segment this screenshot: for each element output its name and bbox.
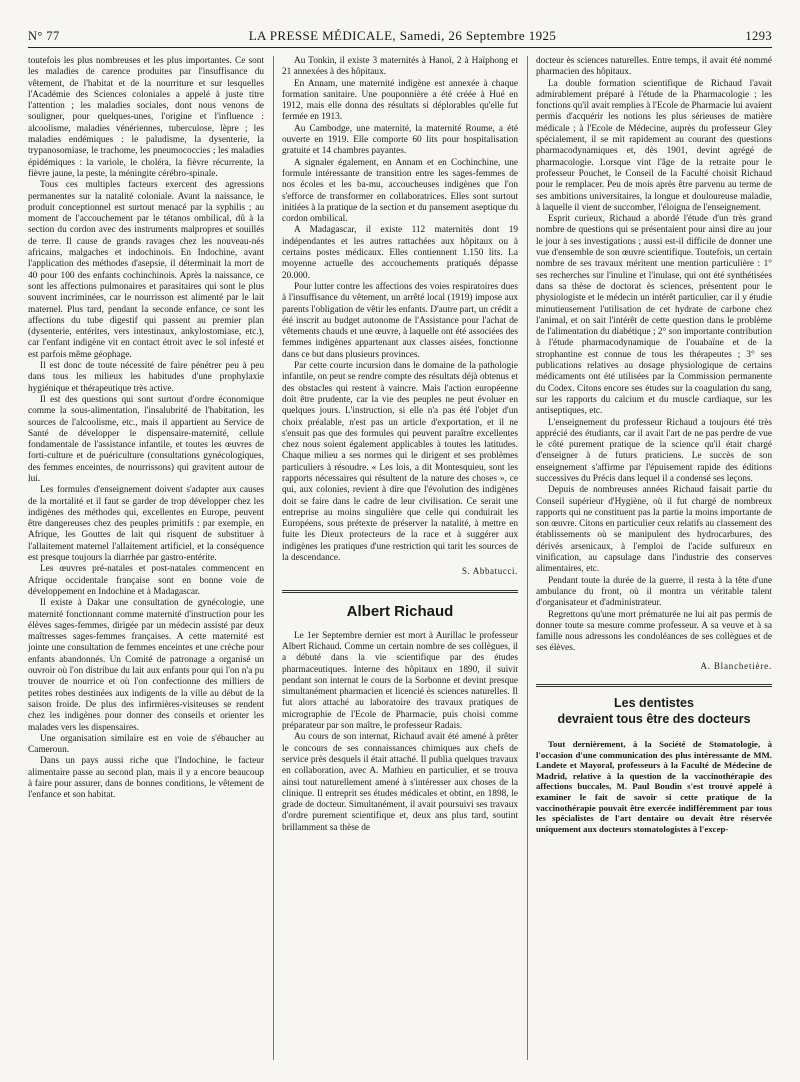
paragraph: Pendant toute la durée de la guerre, il resta à la tête d'une ambulance du front, où il montra un véritable talent d'organisateur et d'administrateur. (536, 575, 772, 609)
column-2 (282, 56, 518, 834)
paragraph: Tous ces multiples facteurs exercent des agressions permanentes sur la natalité coloniale. Avant la naissance, le produit conceptionnel est surtout menacé par la syphilis ; au moment de l'accouchement par le tétanos ombilical, dû à la section du cordon avec des instruments malpropres et souillés de terre. Il cause de grands ravages chez les nouveau-nés africains, malgaches et indochinois. En Indochine, avant l'application des méthodes d'asepsie, il déterminait la mort de 40 pour 100 des enfants cochinchinois. Après la naissance, ce sont les affections pulmonaires et parasitaires qui sont le plus souvent incriminées, car le nourrisson est alimenté par le lait maternel. Plus tard, pendant la seconde enfance, ce sont les affections du tube digestif qui passent au premier plan (dysenterie, entérites, vers intestinaux, ankylostomiase, etc.), car l'enfant indigène vit en contact étroit avec le sol infesté et est parfois même géophage. (28, 180, 264, 360)
paragraph: L'enseignement du professeur Richaud a toujours été très apprécié des étudiants, car il avait l'art de ne pas perdre de vue le côté purement pratique de la science qu'il était chargé d'enseigner à de futurs praticiens. Le succès de son enseignement s'affirme par l'épuisement rapide des éditions successives du Précis dans lequel il a condensé ses leçons. (536, 417, 772, 484)
paragraph: Au cours de son internat, Richaud avait été amené à prêter le concours de ses connaissances chimiques aux chefs de service près desquels il était attaché. Il publia quelques travaux en collaboration, avec A. Mathieu en particulier, et se trouva ainsi tout naturellement amené à s'intéresser aux choses de la clinique. Il entreprit ses études médicales et obtint, en 1898, le grade de docteur. Simultanément, il avait poursuivi ses travaux d'ordre purement scientifique et, deux ans plus tard, soutint brillamment sa thèse de (282, 732, 518, 833)
article-title-line: devraient tous être des docteurs (557, 712, 751, 727)
author-signature: S. Abbatucci. (461, 566, 518, 577)
paragraph: Regrettons qu'une mort prématurée ne lui ait pas permis de donner toute sa mesure comme professeur. A sa veuve et à sa famille nous adressons les condoléances de ses collègues et de ses élèves. (536, 609, 772, 654)
paragraph: Dans un pays aussi riche que l'Indochine, le facteur alimentaire passe au second plan, mais il y a encore beaucoup à faire pour assurer, dans de bonnes conditions, le vêtement de l'enfance et son habitat. (28, 756, 264, 801)
article-title (536, 695, 772, 727)
paragraph: A signaler également, en Annam et en Cochinchine, une formule intéressante de transition entre les sages-femmes de nos écoles et les ba-mu, accoucheuses indigènes que l'on s'efforce de transformer en collaboratrices. Elles sont surtout initiées à la pratique de la section et du pansement aseptique du cordon ombilical. (282, 157, 518, 225)
paragraph: Il est donc de toute nécessité de faire pénétrer peu à peu dans tous les milieux les habitudes d'une prophylaxie hygiénique et thérapeutique très active. (28, 361, 264, 394)
author-signature: A. Blanchetière. (700, 660, 772, 671)
article-lead (536, 739, 772, 834)
section-divider (536, 684, 772, 687)
paragraph: Il est des questions qui sont surtout d'ordre économique comme la sous-alimentation, l'insalubrité de l'habitation, les sources de l'alcoolisme, etc., mais il appartient au Service de Santé de développer le dispensaire-maternité, cellule fondamentale de l'assistance infantile, et toutes les œuvres de forti-culture et de puériculture (consultations gynécologiques, des femmes enceintes, de nourrissons) qui gravitent autour de lui. (28, 394, 264, 484)
header-rule (28, 47, 772, 48)
paragraph: Au Cambodge, une maternité, la maternité Roume, a été ouverte en 1919. Elle comporte 60 lits pour hospitalisation gratuite et 14 chambres payantes. (282, 123, 518, 157)
paragraph: Pour lutter contre les affections des voies respiratoires dues à l'insuffisance du vêtement, un arrêté local (1919) impose aux parents l'obligation de vêtir les enfants. D'autre part, un crédit a été inscrit au budget autonome de l'Assistance pour l'achat de vêtements chauds et une œuvre, à laquelle ont été associées des femmes indigènes appartenant aux classes aisées, fonctionne dans ce but dans plusieurs provinces. (282, 281, 518, 360)
paragraph: Une organisation similaire est en voie de s'ébaucher au Cameroun. (28, 733, 264, 756)
page-number: 1293 (745, 28, 772, 43)
obituary-title: Albert Richaud (346, 602, 454, 620)
column-1 (28, 56, 264, 802)
column-divider (527, 56, 528, 1060)
paragraph: A Madagascar, il existe 112 maternités dont 19 indépendantes et les autres rattachées aux hôpitaux ou à certains postes médicaux. Elles contiennent 1.150 lits. La moyenne actuelle des accouchements pratiqués dépasse 20.000. (282, 225, 518, 281)
column-3 (536, 56, 772, 834)
paragraph: Les œuvres pré-natales et post-natales commencent en Afrique occidentale française sont en bonne voie de développement en Indochine et à Madagascar. (28, 564, 264, 597)
paragraph: Au Tonkin, il existe 3 maternités à Hanoï, 2 à Haïphong et 21 annexées à des hôpitaux. (282, 56, 518, 78)
paragraph: Il existe à Dakar une consultation de gynécologie, une maternité fonctionnant comme maternité d'instruction pour les élèves sages-femmes, dirigée par un médecin assisté par deux maîtresses sages-femmes françaises. A cette maternité est jointe une consultation de femmes enceintes et une crèche pour enfants abandonnés. Un Comité de patronage a organisé un ouvroir où l'on distribue du lait aux enfants pour qui l'on n'a pu trouver de nourrice et où l'on confectionne des milliers de petites robes destinées aux indigents de la ville au début de la saison froide. De plus des infirmières-visiteuses se rendent chez les indigènes pour donner des conseils et orienter les malades vers les dispensaires. (28, 598, 264, 733)
column-divider (273, 56, 274, 1060)
paragraph: Depuis de nombreuses années Richaud faisait partie du Conseil supérieur d'Hygiène, où il fut chargé de nombreux rapports qui ne constituent pas la partie la moins importante de son œuvre. Citons en particulier ceux relatifs au classement des établissements où se manipulent des hydrocarbures, des dérivés arsenicaux, à l'emploi de l'acide sulfureux en vinification, au capsulage dans l'industrie des conserves alimentaires, etc. (536, 485, 772, 575)
page-header (28, 26, 772, 46)
paragraph: docteur ès sciences naturelles. Entre temps, il avait été nommé pharmacien des hôpitaux. (536, 56, 772, 78)
paragraph: Les formules d'enseignement doivent s'adapter aux causes de la mortalité et il faut se garder de trop développer chez les indigènes des méthodes qui, excellentes en Europe, peuvent être dangereuses chez des peuples primitifs : par exemple, en Afrique, les Gouttes de lait qui risquent de substituer à l'allaitement maternel l'allaitement artificiel, et la conséquence est presque toujours la diarrhée par gastro-entérite. (28, 485, 264, 564)
paragraph: Le 1er Septembre dernier est mort à Aurillac le professeur Albert Richaud. Comme un certain nombre de ses collègues, il a débuté dans la vie scientifique par des études pharmaceutiques. Interne des hôpitaux en 1890, il suivit pendant son internat le cours de la Sorbonne et devint presque simultanément pharmacien et licencié ès sciences naturelles. Il fut alors attaché au laboratoire des travaux pratiques de micrographie de l'Ecole de Pharmacie, puis choisi comme préparateur par son maître, le professeur Radais. (282, 630, 518, 732)
section-divider (282, 590, 518, 593)
paragraph: Tout dernièrement, à la Société de Stomatologie, à l'occasion d'une communication des plus intéressante de MM. Landete et Mayoral, professeurs à la Faculté de Médecine de Madrid, relative à la question de la vaccinothérapie des affections buccales, M. Paul Boudin s'est trouvé appelé à examiner le fait de savoir si cette pratique de la vaccinothérapie pouvait être exercée indifféremment par tous les spécialistes de l'art dentaire ou devait être réservée uniquement aux docteurs stomatologistes à l'excep- (536, 739, 772, 834)
journal-title: LA PRESSE MÉDICALE, Samedi, 26 Septembre 1925 (248, 28, 557, 43)
paragraph: La double formation scientifique de Richaud l'avait admirablement préparé à l'étude de la Pharmacologie ; les fonctions qu'il avait remplies à l'Ecole de Pharmacie lui avaient permis d'acquérir les notions les plus sérieuses de matière médicale ; à l'Ecole de Médecine, auprès du professeur Gley spécialement, il se mit rapidement au courant des questions pharmacodynamiques et, dès 1901, devint agrégé de pharmacologie. Lorsque vint l'âge de la retraite pour le professeur Pouchet, le Conseil de la Faculté choisit Richaud pour le remplacer. Peu de mois après être parvenu au terme de ses ambitions universitaires, la longue et douloureuse maladie, à laquelle il vient de succomber, l'éloigna de l'enseignement. (536, 78, 772, 213)
paragraph: En Annam, une maternité indigène est annexée à chaque formation sanitaire. Une pouponnière a été créée à Hué en 1912, mais elle donna des résultats si déplorables qu'elle fut fermée en 1913. (282, 78, 518, 123)
paragraph: Esprit curieux, Richaud a abordé l'étude d'un très grand nombre de questions qui se présentaient pour ainsi dire au jour le jour à ses investigations ; aussi est-il difficile de donner une vue d'ensemble de son œuvre scientifique. Toutefois, un certain nombre de ses travaux méritent une mention particulière : 1° ses recherches sur l'inuline et l'inulase, qui ont été synthétisées dans sa thèse de doctorat ès sciences, présentent pour le physiologiste et le médecin un intérêt particulier, car il y étudie minutieusement l'utilisation de cet hydrate de carbone chez l'animal, et on sait l'intérêt de cette question dans le problème de l'alimentation du diabétique ; 2° son importante contribution à l'étude pharmacodynamique de l'ouabaïne et de la strophantine est connue de tous les thérapeutes ; 3° ses publications relatives au dosage physiologique de certains médicaments ont été utilisées par la Commission permanente du Codex. Citons encore ses études sur la coagulation du sang, sur les rapports du calcium et du muscle cardiaque, sur les antiseptiques, etc. (536, 214, 772, 417)
issue-number: N° 77 (28, 28, 60, 43)
article-title-line: Les dentistes (614, 696, 694, 711)
paragraph: Par cette courte incursion dans le domaine de la pathologie infantile, on peut se rendre compte des résultats déjà obtenus et des obstacles qui restent à vaincre. Mais l'action européenne doit être prudente, car la vie des peuples ne peut évoluer en quelques jours. L'instruction, si elle n'a pas été l'objet d'un choix préalable, n'est pas un article d'exportation, et il ne s'ensuit pas que des formules qui peuvent paraître excellentes chez nous soient également applicables à toutes les latitudes. Chaque milieu a ses normes qui le dirigent et ses problèmes particuliers à résoudre. « Les lois, a dit Montesquieu, sont les rapports nécessaires qui résultent de la nature des choses », ce qui, aux colonies, revient à dire que l'évolution des indigènes doit se faire dans le cadre de leur civilisation. Ce serait une entreprise au moins singulière que celle qui conduirait les Européens, sous prétexte de préserver la natalité, à mettre en fuite les Dieux protecteurs de la race et à suggérer aux indigènes les pratiques d'une restriction qui tarit les sources de la descendance. (282, 361, 518, 564)
paragraph: toutefois les plus nombreuses et les plus importantes. Ce sont les maladies de carence produites par l'insuffisance du vêtement, de l'habitat et de la nourriture et sur lesquelles l'Académie des Sciences coloniales a appelé à juste titre l'attention ; les maladies sociales, dont nous venons de souligner, pour quelques-unes, l'origine et l'influence : alcoolisme, maladies vénériennes, tuberculose, lèpre ; les maladies endémiques : le paludisme, la dysenterie, la trypanosomiase, le trachome, les pneumococcies ; les maladies épidémiques : la variole, le choléra, la fièvre récurrente, la fièvre jaune, la peste, la méningite cérébro-spinale. (28, 56, 264, 179)
